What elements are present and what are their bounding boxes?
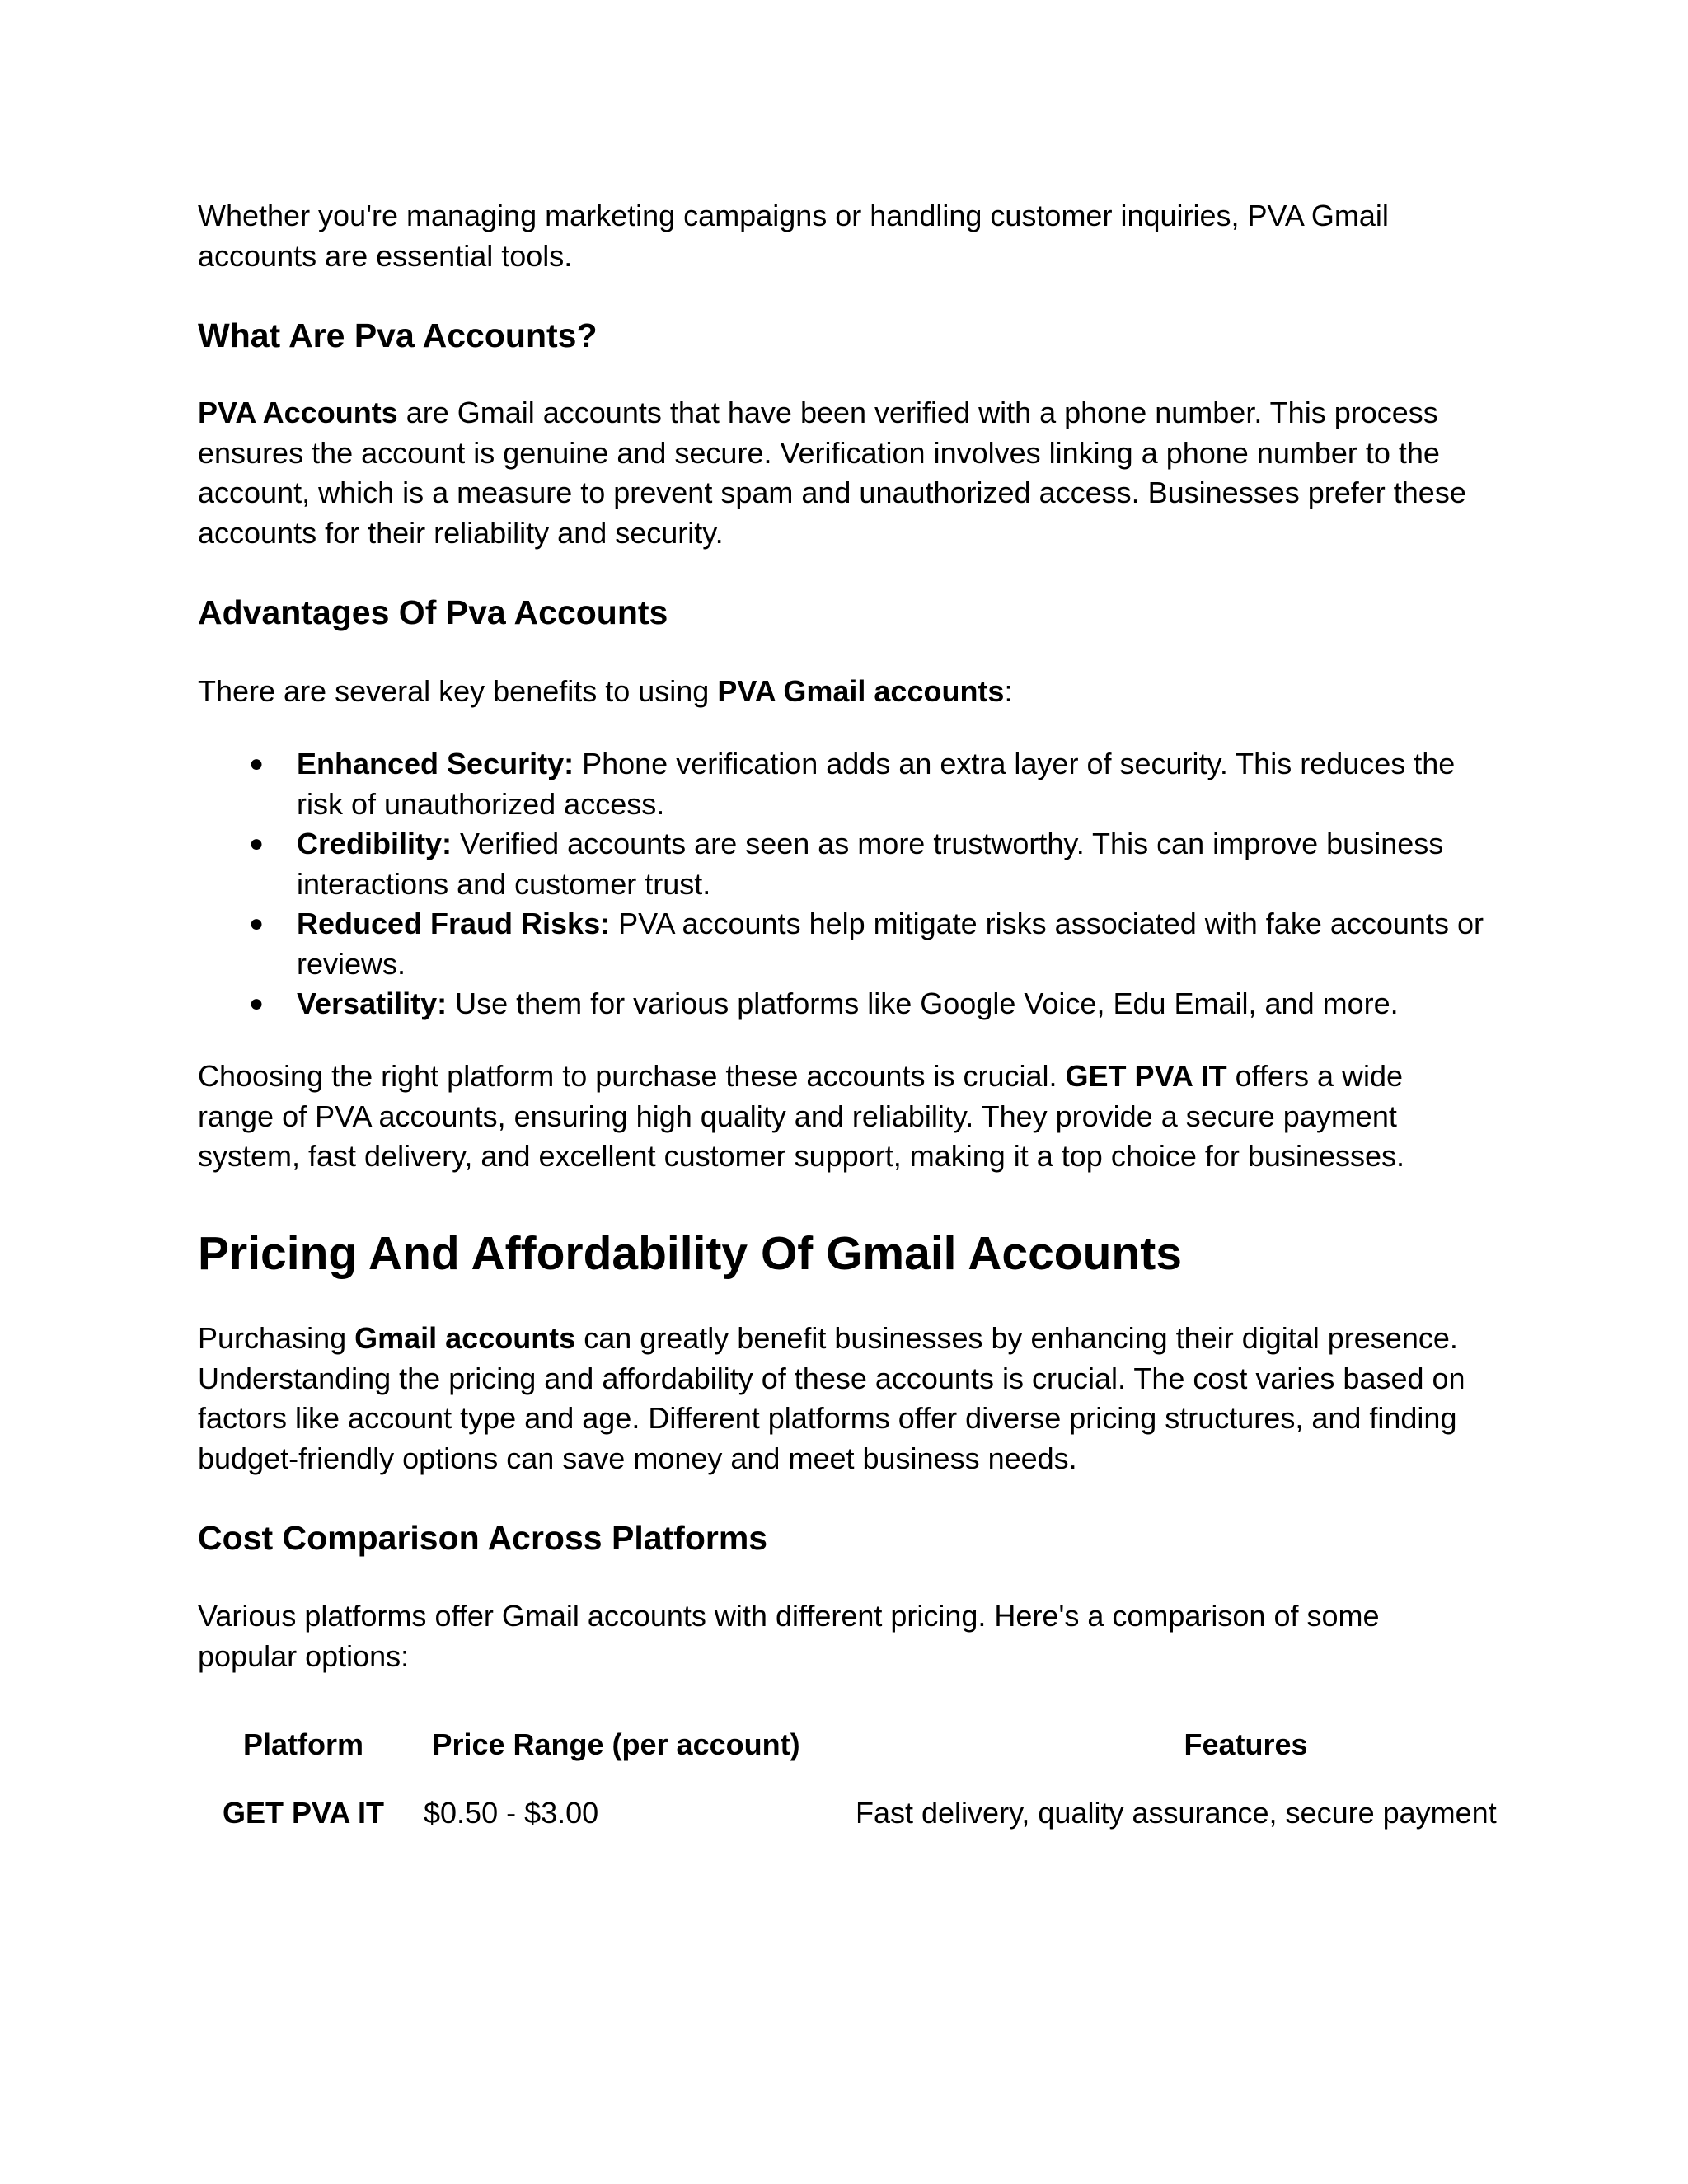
comparison-heading: Cost Comparison Across Platforms: [198, 1519, 768, 1557]
advantages-list: [198, 744, 1500, 1024]
advantages-intro-pre: There are several key benefits to using: [198, 674, 718, 708]
header-platform: Platform: [242, 1727, 364, 1761]
list-item: [198, 824, 1500, 904]
bullet-icon: ●: [249, 830, 265, 857]
advantages-closing-pre: Choosing the right platform to purchase these accounts is crucial.: [198, 1059, 1066, 1093]
comparison-table: [198, 1725, 1668, 1833]
advantages-intro-post: :: [1004, 674, 1013, 708]
what-are-heading: What Are Pva Accounts?: [198, 316, 598, 354]
cell-platform: GET PVA IT: [222, 1795, 384, 1830]
list-item: [198, 984, 1500, 1024]
header-features: Features: [1184, 1727, 1308, 1761]
advantages-heading: Advantages Of Pva Accounts: [198, 593, 668, 631]
get-pva-it-bold: GET PVA IT: [1065, 1059, 1227, 1093]
list-item-text: Phone verification adds an extra layer of security. This reduces the risk of unauthorized access.: [297, 747, 1456, 821]
list-item: [198, 904, 1500, 984]
list-item-text: PVA accounts help mitigate risks associated with fake accounts or reviews.: [297, 907, 1484, 981]
what-are-paragraph: [198, 393, 1484, 553]
pricing-heading: Pricing And Affordability Of Gmail Accounts: [198, 1227, 1182, 1280]
list-item-label: Versatility:: [297, 987, 448, 1020]
gmail-accounts-bold: Gmail accounts: [354, 1321, 576, 1355]
advantages-intro: [198, 672, 1484, 712]
cell-price: $0.50 - $3.00: [424, 1795, 599, 1830]
list-item-label: Credibility:: [297, 827, 452, 860]
header-price-range: Price Range (per account): [432, 1727, 800, 1761]
list-item: [198, 744, 1500, 824]
table-row: [198, 1765, 1668, 1834]
advantages-closing: [198, 1057, 1484, 1177]
list-item-label: Reduced Fraud Risks:: [297, 907, 611, 940]
list-item-label: Enhanced Security:: [297, 747, 574, 780]
list-item-text: Verified accounts are seen as more trustworthy. This can improve business interactions and customer trust.: [297, 827, 1444, 901]
table-header-row: [198, 1725, 1668, 1765]
cell-features: Fast delivery, quality assurance, secure payment: [856, 1795, 1497, 1830]
advantages-closing-post: offers a wide range of PVA accounts, ensuring high quality and reliability. They provide a secure payment system, fast delivery, and excellent customer support, making it a top choice for businesses.: [198, 1059, 1405, 1173]
bullet-icon: ●: [249, 750, 265, 777]
pricing-pre: Purchasing: [198, 1321, 355, 1355]
list-item-text: Use them for various platforms like Google Voice, Edu Email, and more.: [447, 987, 1399, 1020]
bullet-icon: ●: [249, 910, 265, 937]
comparison-intro: Various platforms offer Gmail accounts with different pricing. Here's a comparison of some popular options:: [198, 1599, 1380, 1673]
intro-paragraph: Whether you're managing marketing campaigns or handling customer inquiries, PVA Gmail accounts are essential tools.: [198, 199, 1389, 273]
pricing-paragraph: [198, 1319, 1500, 1479]
bullet-icon: ●: [249, 990, 265, 1017]
advantages-intro-bold: PVA Gmail accounts: [717, 674, 1005, 708]
what-are-text: are Gmail accounts that have been verified with a phone number. This process ensures the account is genuine and secure. Verification involves linking a phone number to the account, which is a measure to prevent spam and unauthorized access. Businesses prefer these accounts for their reliability and security.: [198, 396, 1466, 550]
pricing-post: can greatly benefit businesses by enhancing their digital presence. Understanding the pricing and affordability of these accounts is crucial. The cost varies based on factors like account type and age. Different platforms offer diverse pricing structures, and finding budget-friendly options can save money and meet business needs.: [198, 1321, 1465, 1475]
pva-accounts-bold: PVA Accounts: [198, 396, 398, 429]
